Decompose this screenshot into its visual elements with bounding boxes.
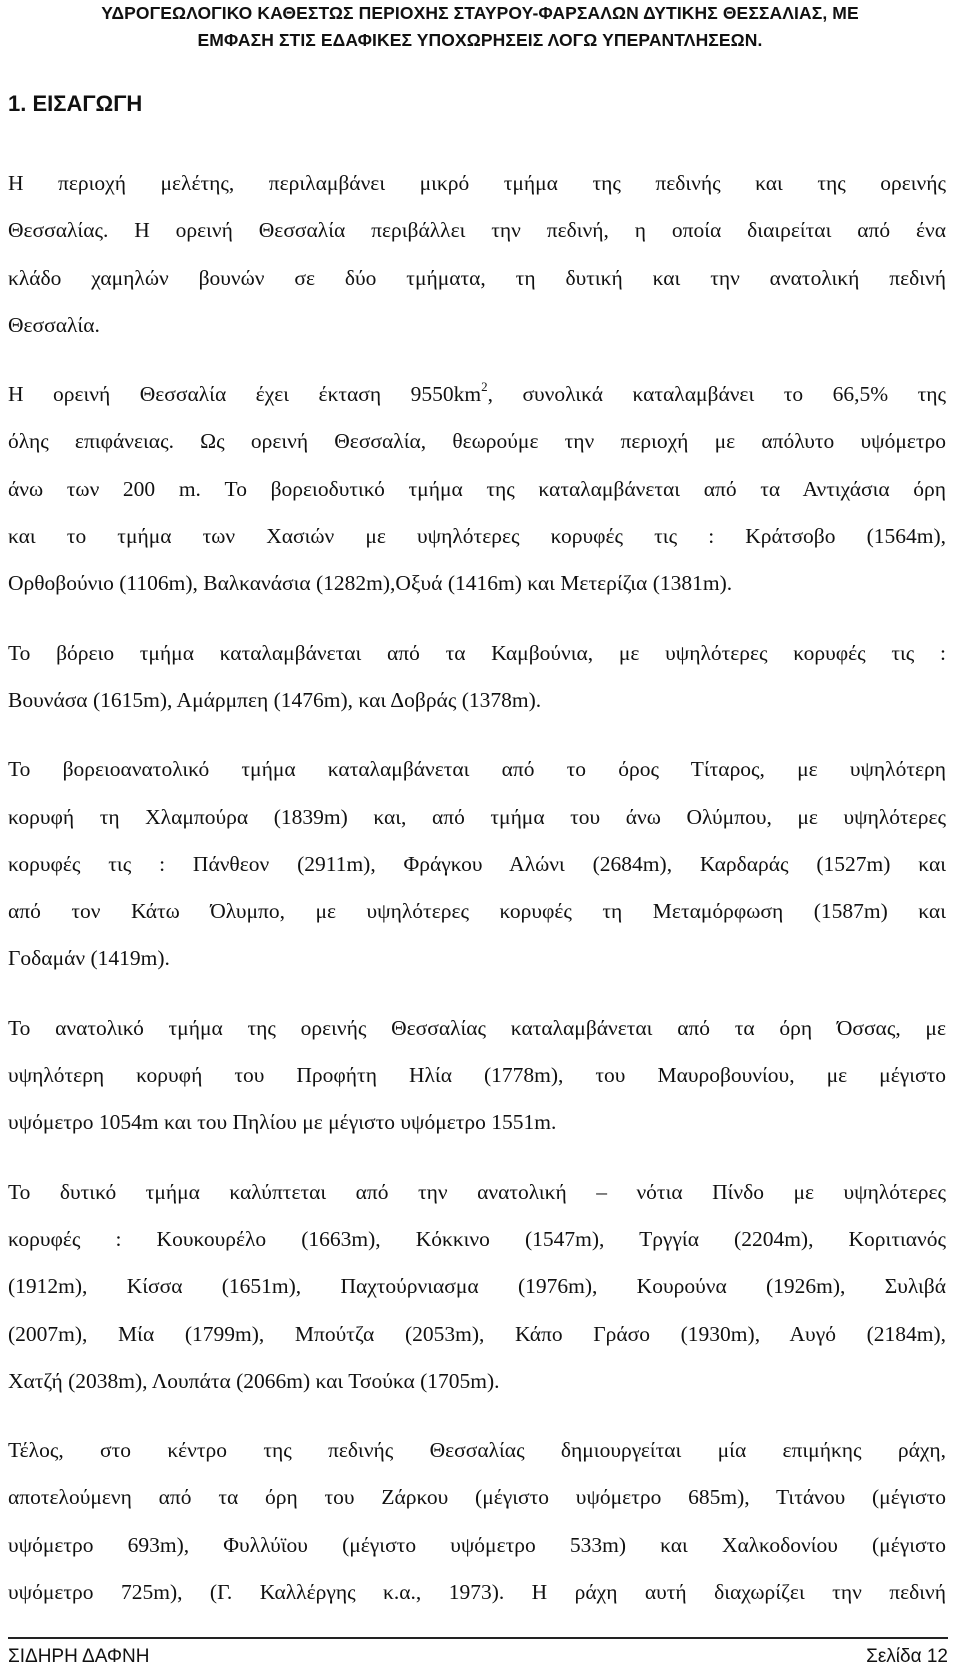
text-line: (1912m), Κίσσα (1651m), Παχτούρνιασμα (1976m), Κουρούνα (1926m), Συλιβά (8, 1274, 946, 1299)
text-line: όλης επιφάνειας. Ως ορεινή Θεσσαλία, θεωρούμε την περιοχή με απόλυτο υψόμετρο (8, 429, 946, 454)
text-line: κορυφή τη Χλαμπούρα (1839m) και, από τμήμα του άνω Ολύμπου, με υψηλότερες (8, 804, 946, 829)
text-line (8, 371, 946, 418)
running-header (0, 0, 960, 54)
paragraph-3 (8, 630, 946, 725)
document-body (8, 160, 946, 1616)
header-line-1: ΥΔΡΟΓΕΩΛΟΓΙΚΟ ΚΑΘΕΣΤΩΣ ΠΕΡΙΟΧΗΣ ΣΤΑΥΡΟΥ-ΦΑΡΣΑΛΩΝ ΔΥΤΙΚΗΣ ΘΕΣΣΑΛΙΑΣ, ΜΕ (101, 3, 859, 23)
text-line: κορυφές : Κουκουρέλο (1663m), Κόκκινο (1547m), Τργγία (2204m), Κοριτιανός (8, 1226, 946, 1251)
area-text-continued: , συνολικά καταλαμβάνει το 66,5% της (487, 382, 946, 407)
text-line: κορυφές τις : Πάνθεον (2911m), Φράγκου Αλώνι (2684m), Καρδαράς (1527m) και (8, 851, 946, 876)
text-line: υψόμετρο 1054m και του Πηλίου με μέγιστο υψόμετρο 1551m. (8, 1110, 557, 1135)
paragraph-7 (8, 1427, 946, 1616)
text-line: από τον Κάτω Όλυμπο, με υψηλότερες κορυφές τη Μεταμόρφωση (1587m) και (8, 899, 946, 924)
paragraph-5 (8, 1005, 946, 1147)
text-line: άνω των 200 m. Το βορειοδυτικό τμήμα της καταλαμβάνεται από τα Αντιχάσια όρη (8, 476, 946, 501)
text-line: Γοδαμάν (1419m). (8, 946, 170, 971)
text-line: Τέλος, στο κέντρο της πεδινής Θεσσαλίας δημιουργείται μία επιμήκης ράχη, (8, 1438, 946, 1463)
footer-author: ΣΙΔΗΡΗ ΔΑΦΝΗ (8, 1646, 150, 1667)
text-line: αποτελούμενη από τα όρη του Ζάρκου (μέγιστο υψόμετρο 685m), Τιτάνου (μέγιστο (8, 1485, 946, 1510)
text-line: υψόμετρο 725m), (Γ. Καλλέργης κ.α., 1973). Η ράχη αυτή διαχωρίζει την πεδινή (8, 1580, 946, 1605)
header-line-2: ΕΜΦΑΣΗ ΣΤΙΣ ΕΔΑΦΙΚΕΣ ΥΠΟΧΩΡΗΣΕΙΣ ΛΟΓΩ ΥΠΕΡΑΝΤΛΗΣΕΩΝ. (197, 30, 763, 50)
text-line: Ορθοβούνιο (1106m), Βαλκανάσια (1282m),Οξυά (1416m) και Μετερίζια (1381m). (8, 571, 733, 596)
text-line: υψόμετρο 693m), Φυλλύϊου (μέγιστο υψόμετρο 533m) και Χαλκοδονίου (μέγιστο (8, 1532, 946, 1557)
section-heading: 1. ΕΙΣΑΓΩΓΗ (8, 91, 143, 116)
text-line: κλάδο χαμηλών βουνών σε δύο τμήματα, τη δυτική και την ανατολική πεδινή (8, 265, 946, 290)
text-line: Το βόρειο τμήμα καταλαμβάνεται από τα Καμβούνια, με υψηλότερες κορυφές τις : (8, 640, 946, 665)
paragraph-2 (8, 371, 946, 607)
footer-divider (8, 1637, 948, 1639)
text-line: Θεσσαλία. (8, 312, 100, 337)
text-line: Βουνάσα (1615m), Αμάρμπεη (1476m), και Δοβράς (1378m). (8, 687, 542, 712)
paragraph-4 (8, 746, 946, 982)
area-text: Η ορεινή Θεσσαλία έχει έκταση 9550km (8, 382, 482, 407)
text-line: Το βορειοανατολικό τμήμα καταλαμβάνεται από το όρος Τίταρος, με υψηλότερη (8, 757, 946, 782)
text-line: Η περιοχή μελέτης, περιλαμβάνει μικρό τμήμα της πεδινής και της ορεινής (8, 171, 946, 195)
text-line: υψηλότερη κορυφή του Προφήτη Ηλία (1778m), του Μαυροβουνίου, με μέγιστο (8, 1063, 946, 1088)
text-line: και το τμήμα των Χασιών με υψηλότερες κορυφές τις : Κράτσοβο (1564m), (8, 524, 946, 549)
text-line: Το ανατολικό τμήμα της ορεινής Θεσσαλίας καταλαμβάνεται από τα όρη Όσσας, με (8, 1015, 946, 1040)
text-line: Το δυτικό τμήμα καλύπτεται από την ανατολική – νότια Πίνδο με υψηλότερες (8, 1179, 946, 1204)
paragraph-1 (8, 160, 946, 349)
superscript: 2 (481, 379, 488, 395)
text-line: Θεσσαλίας. Η ορεινή Θεσσαλία περιβάλλει την πεδινή, η οποία διαιρείται από ένα (8, 218, 946, 243)
text-line: Χατζή (2038m), Λουπάτα (2066m) και Τσούκα (1705m). (8, 1368, 500, 1393)
paragraph-6 (8, 1169, 946, 1405)
page-number: Σελίδα 12 (866, 1646, 948, 1667)
text-line: (2007m), Μία (1799m), Μπούτζα (2053m), Κάπο Γράσο (1930m), Αυγό (2184m), (8, 1321, 946, 1346)
